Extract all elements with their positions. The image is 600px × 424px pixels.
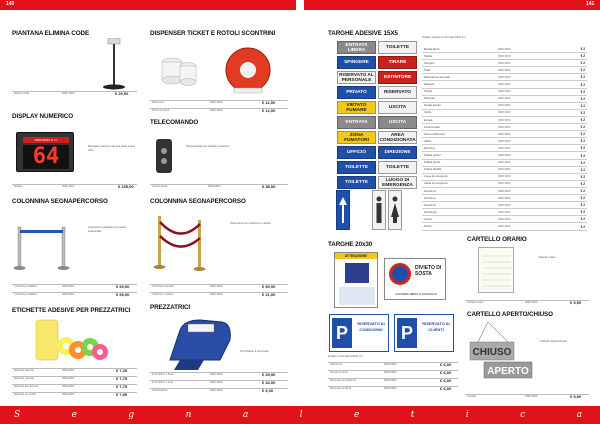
colonnina1-desc: Colonnina metallica con nastro estensibile. bbox=[88, 225, 127, 233]
item-price: € 12,00 bbox=[262, 108, 276, 113]
cell-code: 0000 0000 bbox=[498, 75, 511, 79]
cell-code: 0000 0000 bbox=[498, 210, 511, 214]
woman-pictogram-sign bbox=[388, 190, 402, 230]
piantana-stand-image bbox=[100, 38, 136, 90]
orario-card-image bbox=[478, 247, 514, 293]
footer-letter: e bbox=[353, 410, 362, 420]
sign-15x5: TOILETTE bbox=[337, 161, 376, 174]
footer-word bbox=[14, 410, 584, 420]
telecomando-item-label: Telecomando bbox=[152, 185, 168, 188]
item-price: € 69,00 bbox=[116, 284, 130, 289]
top-bar-right bbox=[304, 0, 600, 10]
table-row bbox=[422, 89, 587, 96]
targhe20-note: Targhe in formato 20x30 cm. bbox=[328, 354, 364, 358]
cell-price: € 2 bbox=[580, 103, 585, 108]
cell-name: Estintore bbox=[424, 83, 435, 86]
table-row bbox=[422, 195, 587, 202]
table-row bbox=[422, 82, 587, 89]
cell-price: € 2 bbox=[580, 153, 585, 158]
cell-name: Privato bbox=[424, 90, 433, 94]
telecomando-title: TELECOMANDO bbox=[150, 119, 199, 126]
man-pictogram-sign bbox=[372, 190, 386, 230]
orario-desc: Cartello orario. bbox=[538, 255, 557, 259]
ris2-label: RISERVATO AI CLIENTI bbox=[422, 321, 450, 332]
cell-name: Toilette donne bbox=[424, 161, 441, 165]
item-name: Dispenser bbox=[152, 101, 164, 104]
dispenser-title: DISPENSER TICKET E ROTOLI SCONTRINI bbox=[150, 30, 276, 37]
item-price: € 69,00 bbox=[116, 292, 130, 297]
cell-name: Toilette disabili bbox=[424, 168, 441, 172]
cell-name: Freccia dx bbox=[424, 189, 436, 193]
cell-code: 0000 0000 bbox=[498, 47, 511, 51]
piantana-code: 0000 1000 bbox=[62, 92, 75, 95]
sign-15x5: LUOGO DI EMERGENZA bbox=[378, 176, 417, 189]
page-number-right: 141 bbox=[586, 1, 595, 7]
sign-15x5: ENTRATA LIBERA bbox=[337, 41, 376, 54]
item-price: € 34,00 bbox=[262, 380, 276, 385]
colonnina2-desc: Colonnina con cordone in velluto. bbox=[230, 221, 272, 225]
footer-letter: a bbox=[576, 410, 584, 420]
table-row bbox=[422, 167, 587, 174]
table-row bbox=[422, 138, 587, 145]
cell-code: 0000 0000 bbox=[498, 118, 511, 122]
table-row bbox=[422, 103, 587, 110]
telecomando-price: € 38,00 bbox=[262, 184, 276, 189]
cell-price: € 2 bbox=[580, 125, 585, 130]
cell-price: € 2 bbox=[580, 89, 585, 94]
aperto-title: CARTELLO APERTO/CHIUSO bbox=[467, 311, 553, 318]
table-row bbox=[422, 60, 587, 67]
aperto-code: 0000 0000 bbox=[525, 395, 538, 398]
footer-letter: t bbox=[410, 410, 417, 420]
item-name: Colonnina metallica bbox=[14, 293, 37, 296]
item-name: Cordone in velluto bbox=[152, 293, 173, 296]
colonnina2-title: COLONNINA SEGNAPERCORSO bbox=[150, 198, 246, 205]
cell-code: 0000 0000 bbox=[498, 132, 511, 136]
cell-name: Toilette bbox=[424, 54, 433, 58]
divieto-sub-label: LASCIARE LIBERO IL PASSAGGIO bbox=[395, 293, 437, 296]
arrow-up-sign bbox=[336, 190, 350, 230]
sign-15x5: ZONA FUMATORI bbox=[337, 131, 376, 144]
table-row bbox=[422, 145, 587, 152]
table-row bbox=[422, 46, 587, 53]
table-row bbox=[422, 153, 587, 160]
sign-15x5: TOILETTE bbox=[378, 161, 417, 174]
piantana-item-label: Elimina code bbox=[14, 92, 29, 95]
item-name: Inchiostratore bbox=[152, 389, 168, 392]
cell-name: Luogo di emergenza bbox=[424, 175, 448, 179]
cell-name: Entrata libera bbox=[424, 47, 440, 51]
cell-code: 0000 0000 bbox=[498, 111, 511, 115]
item-code: 0000 0000 bbox=[210, 389, 223, 392]
cell-code: 0000 0000 bbox=[498, 225, 511, 228]
cell-price: € 2 bbox=[580, 139, 585, 144]
aperto-item-label: Cartello bbox=[467, 395, 476, 398]
item-price: € 6,90 bbox=[440, 378, 452, 383]
cell-code: 0000 0000 bbox=[498, 161, 511, 165]
cell-price: € 2 bbox=[580, 61, 585, 66]
display-code: 0000 1001 bbox=[62, 185, 75, 188]
sign-15x5: ENTRATA bbox=[337, 116, 376, 129]
cell-code: 0000 0000 bbox=[498, 125, 511, 129]
footer-letter: a bbox=[242, 410, 251, 420]
table-row bbox=[422, 117, 587, 124]
table-row bbox=[422, 74, 587, 81]
chiuso-text: CHIUSO bbox=[472, 347, 512, 358]
cell-code: 0000 0000 bbox=[498, 146, 511, 150]
display-item-label: Display bbox=[14, 185, 23, 188]
cell-name: Uscita bbox=[424, 111, 432, 115]
item-name: Riservato ai condomini bbox=[330, 379, 357, 382]
prezzatrice-image bbox=[160, 310, 240, 372]
sign-15x5: SPINGERE bbox=[337, 56, 376, 69]
attenzione-sign bbox=[334, 252, 378, 308]
cell-name: Direzione bbox=[424, 146, 435, 150]
cell-code: 0000 0000 bbox=[498, 90, 511, 94]
item-price: € 6,90 bbox=[440, 386, 452, 391]
item-name: Etichette colorate bbox=[14, 377, 35, 380]
item-name: Rotoli scontrini bbox=[152, 109, 170, 112]
item-code: 0000 0000 bbox=[62, 377, 75, 380]
sign-15x5: USCITA bbox=[378, 116, 417, 129]
cell-code: 0000 0000 bbox=[498, 217, 511, 221]
cell-price: € 2 bbox=[580, 181, 585, 186]
item-code: 0000 0000 bbox=[62, 369, 75, 372]
sign-15x5: AREA CONDIZIONATA bbox=[379, 132, 416, 143]
colonnina1-title: COLONNINA SEGNAPERCORSO bbox=[12, 198, 108, 205]
item-price: € 21,00 bbox=[262, 292, 276, 297]
item-code: 0000 0000 bbox=[210, 285, 223, 288]
item-code: 0000 0000 bbox=[62, 385, 75, 388]
orario-price: € 5,90 bbox=[570, 300, 582, 305]
footer-letter: g bbox=[128, 410, 137, 420]
item-price: € 11,50 bbox=[262, 100, 276, 105]
item-code: 0000 0000 bbox=[210, 293, 223, 296]
item-code: 0000 0000 bbox=[210, 381, 223, 384]
cell-code: 0000 0000 bbox=[498, 54, 511, 58]
cell-price: € 2 bbox=[580, 68, 585, 73]
cell-price: € 2 bbox=[580, 196, 585, 201]
item-name: Divieto di sosta bbox=[330, 371, 348, 374]
item-name: Etichette bianche bbox=[14, 369, 34, 372]
cell-price: € 2 bbox=[580, 174, 585, 179]
item-price: € 7,75 bbox=[116, 376, 128, 381]
table-row bbox=[422, 202, 587, 209]
cell-name: Zona fumatori bbox=[424, 125, 441, 129]
telecomando-image bbox=[150, 135, 180, 179]
cell-code: 0000 0000 bbox=[498, 182, 511, 186]
display-digits: 64 bbox=[23, 145, 69, 169]
aperto-price: € 5,90 bbox=[570, 394, 582, 399]
footer-letter: S bbox=[14, 410, 23, 420]
sign-15x5: RISERVATO AL PERSONALE bbox=[337, 71, 376, 84]
sign-15x5: TOILETTE bbox=[337, 176, 376, 189]
telecomando-code: 0000 0000 bbox=[208, 185, 221, 188]
targhe15-title: TARGHE ADESIVE 15X5 bbox=[328, 30, 398, 37]
cell-price: € 2 bbox=[580, 203, 585, 208]
item-code: 0000 0000 bbox=[384, 363, 397, 366]
cell-code: 0000 0000 bbox=[498, 168, 511, 172]
table-row bbox=[422, 124, 587, 131]
item-code: 0000 0000 bbox=[210, 373, 223, 376]
footer-letter: i bbox=[465, 410, 471, 420]
orario-item-label: Cartello orario bbox=[467, 301, 484, 304]
item-price: € 69,00 bbox=[262, 284, 276, 289]
item-code: 0000 0000 bbox=[384, 371, 397, 374]
table-row bbox=[422, 181, 587, 188]
cell-name: Tirare bbox=[424, 68, 431, 72]
cell-name: Donne bbox=[424, 225, 432, 228]
cell-price: € 2 bbox=[580, 160, 585, 165]
cell-name: Freccia su bbox=[424, 203, 436, 207]
cell-code: 0000 0000 bbox=[498, 196, 511, 200]
sign-15x5: VIETATO FUMARE bbox=[337, 101, 376, 114]
cell-name: Vietato fumare bbox=[424, 104, 441, 108]
orario-title: CARTELLO ORARIO bbox=[467, 236, 527, 243]
cell-price: € 2 bbox=[580, 217, 585, 222]
cell-price: € 2 bbox=[580, 210, 585, 215]
item-price: € 7,30 bbox=[116, 368, 128, 373]
cell-name: Entrata bbox=[424, 118, 433, 122]
cell-code: 0000 0000 bbox=[498, 83, 511, 86]
table-row bbox=[422, 174, 587, 181]
item-price: € 7,75 bbox=[116, 384, 128, 389]
sign-15x5: PRIVATO bbox=[337, 86, 376, 99]
table-row bbox=[422, 188, 587, 195]
item-code: 0000 0000 bbox=[62, 293, 75, 296]
riservato-clienti-sign: P RISERVATO AI CLIENTI bbox=[394, 314, 454, 352]
cell-code: 0000 0000 bbox=[498, 97, 511, 101]
cell-price: € 2 bbox=[580, 96, 585, 101]
orario-code: 0000 0000 bbox=[525, 301, 538, 304]
display-desc: Pannello a led per elimina code a due cifre. bbox=[88, 144, 135, 152]
footer-letter: c bbox=[520, 410, 528, 420]
cell-code: 0000 0000 bbox=[498, 68, 511, 72]
cell-name: Freccia sx bbox=[424, 196, 436, 200]
cell-name: Spingere bbox=[424, 61, 435, 65]
item-price: € 6,90 bbox=[440, 362, 452, 367]
aperto-text: APERTO bbox=[487, 366, 529, 377]
cell-price: € 2 bbox=[580, 47, 585, 51]
sign-15x5: USCITA bbox=[378, 101, 417, 114]
item-price: € 29,90 bbox=[262, 372, 276, 377]
item-code: 0000 0000 bbox=[210, 101, 223, 104]
item-code: 0000 0000 bbox=[384, 387, 397, 390]
item-code: 0000 0000 bbox=[62, 393, 75, 396]
page-number-left: 140 bbox=[6, 1, 15, 7]
riservato-condomini-sign: P RISERVATO AI CONDOMINI bbox=[329, 314, 389, 352]
colonnina1-image bbox=[12, 225, 74, 273]
item-name: Etichette fluorescenti bbox=[14, 385, 39, 388]
cell-price: € 2 bbox=[580, 118, 585, 122]
footer-letter: l bbox=[299, 410, 305, 420]
cell-price: € 2 bbox=[580, 167, 585, 172]
targhe20-title: TARGHE 20x30 bbox=[328, 241, 373, 248]
table-row bbox=[422, 110, 587, 117]
item-name: Colonnina ottonata bbox=[152, 285, 174, 288]
table-row bbox=[422, 209, 587, 216]
divieto-sosta-sign bbox=[384, 258, 446, 300]
aperto-chiuso-sign-image bbox=[468, 320, 538, 382]
cell-name: Toilette uomini bbox=[424, 154, 441, 157]
item-name: Attenzione bbox=[330, 363, 343, 366]
cell-code: 0000 0000 bbox=[498, 203, 511, 207]
display-title: DISPLAY NUMERICO bbox=[12, 113, 74, 120]
cell-name: Uscita di emergenza bbox=[424, 182, 448, 186]
sign-15x5: TOILETTE bbox=[378, 41, 417, 54]
display-price: € 155,00 bbox=[118, 184, 134, 189]
cell-code: 0000 0000 bbox=[498, 139, 511, 143]
cell-name: Area condizionata bbox=[424, 132, 445, 136]
footer-letter: n bbox=[185, 410, 194, 420]
cell-name: Riservato al personale bbox=[424, 75, 450, 79]
table-row bbox=[422, 53, 587, 60]
piantana-price: € 29,90 bbox=[115, 91, 129, 96]
item-name: Riservato ai clienti bbox=[330, 387, 352, 390]
targhe15-intro: Targhe adesive in formato 15x5 cm. bbox=[422, 35, 467, 39]
cell-price: € 2 bbox=[580, 54, 585, 59]
cell-code: 0000 0000 bbox=[498, 154, 511, 157]
colonnina2-image bbox=[150, 210, 214, 274]
cell-code: 0000 0000 bbox=[498, 189, 511, 193]
cell-price: € 2 bbox=[580, 132, 585, 137]
etichette-rolls-image bbox=[30, 318, 110, 364]
cell-code: 0000 0000 bbox=[498, 175, 511, 179]
sign-15x5: DIREZIONE bbox=[378, 146, 417, 159]
attenzione-label: ATTENZIONE! bbox=[335, 253, 377, 259]
footer-letter: e bbox=[71, 410, 79, 420]
table-row bbox=[422, 160, 587, 167]
table-row bbox=[422, 216, 587, 223]
aperto-desc: Cartello aperto/chiuso. bbox=[540, 339, 568, 343]
item-name: Prezzatrice 1 linea bbox=[152, 373, 174, 376]
ris1-label: RISERVATO AI CONDOMINI bbox=[357, 321, 385, 332]
item-price: € 7,90 bbox=[116, 392, 128, 397]
item-name: Colonnina metallica bbox=[14, 285, 37, 288]
table-row bbox=[422, 224, 587, 231]
sign-15x5: RISERVATO bbox=[378, 86, 417, 99]
sign-15x5: TIRARE bbox=[378, 56, 417, 69]
telecomando-desc: Telecomando per display numerico. bbox=[186, 144, 230, 148]
prezzatrici-title: PREZZATRICI bbox=[150, 304, 191, 311]
cell-price: € 2 bbox=[580, 110, 585, 115]
cell-price: € 2 bbox=[580, 146, 585, 151]
cell-name: Ufficio bbox=[424, 139, 432, 143]
table-row bbox=[422, 67, 587, 74]
table-row bbox=[422, 131, 587, 138]
item-price: € 6,00 bbox=[262, 388, 274, 393]
item-name: Prezzatrice 2 linee bbox=[152, 381, 174, 384]
prezzatrici-desc: Prezzatrice a una linea. bbox=[240, 349, 270, 353]
cell-name: Riservato bbox=[424, 97, 435, 101]
cell-price: € 2 bbox=[580, 189, 585, 193]
etichette-title: ETICHETTE ADESIVE PER PREZZATRICI bbox=[12, 307, 131, 314]
cell-price: € 2 bbox=[580, 224, 585, 229]
item-price: € 6,90 bbox=[440, 370, 452, 375]
cell-price: € 2 bbox=[580, 75, 585, 80]
sign-15x5: UFFICIO bbox=[337, 146, 376, 159]
cell-price: € 2 bbox=[580, 82, 585, 87]
item-name: Etichette removibili bbox=[14, 393, 36, 396]
cell-code: 0000 0000 bbox=[498, 61, 511, 65]
table-row bbox=[422, 96, 587, 103]
top-bar-left bbox=[0, 0, 296, 10]
item-code: 0000 0000 bbox=[210, 109, 223, 112]
display-image: SERVIAMO IL N. 64 bbox=[16, 132, 74, 172]
cell-name: Freccia giù bbox=[424, 210, 437, 214]
divieto-label: DIVIETO DI SOSTA bbox=[415, 265, 442, 277]
dispenser-image bbox=[150, 40, 290, 98]
sign-15x5: ESTINTORE bbox=[378, 71, 417, 84]
item-code: 0000 0000 bbox=[62, 285, 75, 288]
piantana-title: PIANTANA ELIMINA CODE bbox=[12, 30, 90, 37]
cell-code: 0000 0000 bbox=[498, 104, 511, 108]
cell-name: Uomini bbox=[424, 217, 433, 221]
item-code: 0000 0000 bbox=[384, 379, 397, 382]
